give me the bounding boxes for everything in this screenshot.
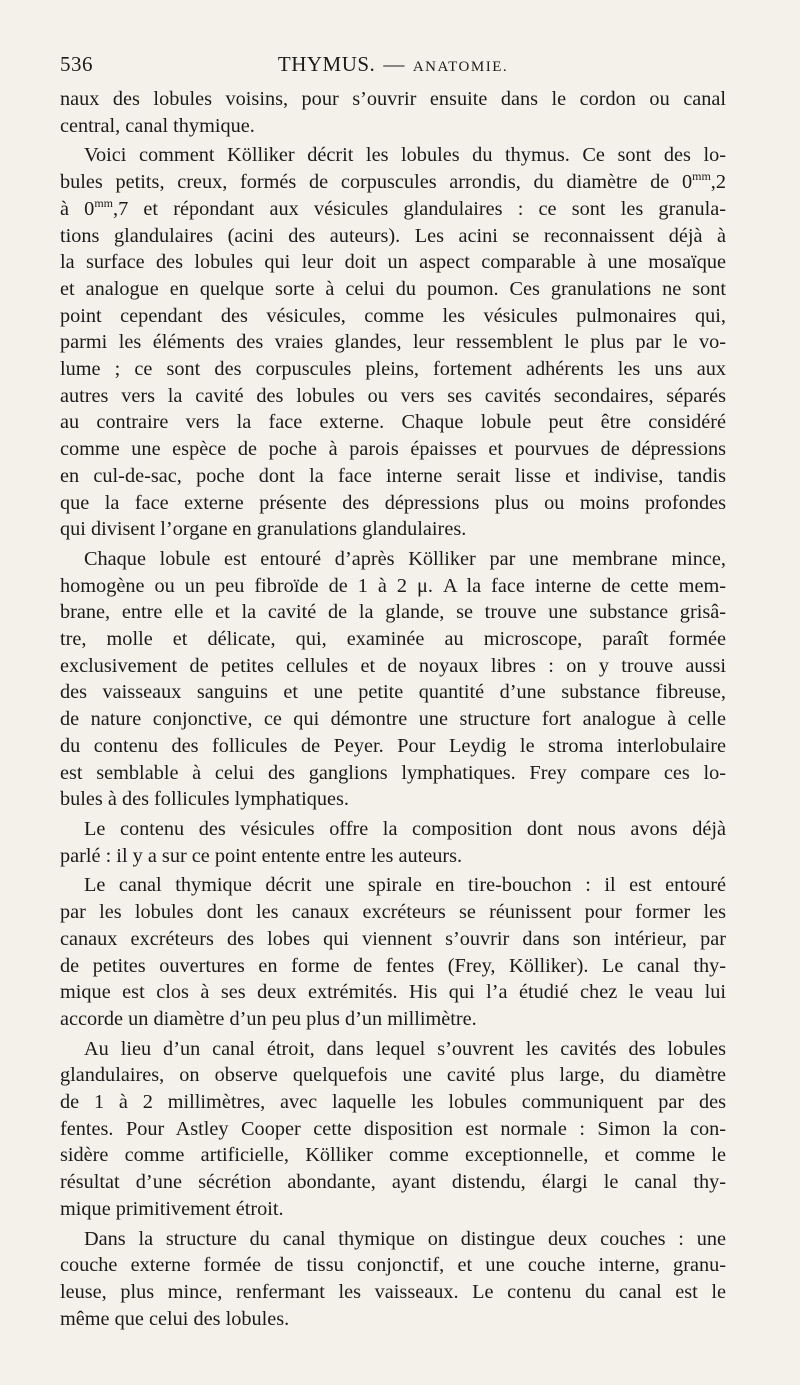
line-text: leuse, plus mince, renfermant les vaisseaux. Le contenu du canal est le	[60, 1280, 726, 1303]
line-text: par les lobules dont les canaux excréteurs se réunissent pour former les	[60, 901, 726, 924]
line-text: Voici comment Kölliker décrit les lobules du thymus. Ce sont des lo-	[84, 144, 726, 167]
text-line	[60, 816, 726, 843]
line-text: en cul-de-sac, poche dont la face interne serait lisse et indivise, tandis	[60, 464, 726, 487]
text-line	[60, 86, 726, 113]
text-line	[60, 1062, 726, 1089]
text-line	[60, 786, 726, 813]
unit-superscript: mm	[94, 196, 113, 211]
text-line	[60, 409, 726, 436]
text-line	[60, 1089, 726, 1116]
body-text	[60, 86, 726, 1332]
line-text: de petites ouvertures en forme de fentes (Frey, Kölliker). Le canal thy-	[60, 954, 726, 977]
text-line	[60, 196, 726, 223]
paragraph	[60, 86, 726, 139]
line-text: Le contenu des vésicules offre la composition dont nous avons déjà	[84, 817, 726, 840]
text-line	[60, 979, 726, 1006]
text-line	[60, 490, 726, 517]
text-line	[60, 706, 726, 733]
line-text: parmi les éléments des vraies glandes, leur ressemblent le plus par le vo-	[60, 331, 726, 354]
text-line	[60, 223, 726, 250]
text-line	[60, 733, 726, 760]
line-text: à 0	[60, 197, 95, 220]
line-text: central, canal thymique.	[60, 114, 255, 137]
text-line	[60, 436, 726, 463]
text-line	[60, 760, 726, 787]
paragraph	[60, 1226, 726, 1333]
text-line	[60, 679, 726, 706]
text-line	[60, 599, 726, 626]
header-title: THYMUS.	[277, 52, 376, 76]
text-line	[60, 113, 726, 140]
line-text: du contenu des follicules de Peyer. Pour Leydig le stroma interlobulaire	[60, 734, 726, 757]
line-text: bules petits, creux, formés de corpuscules arrondis, du diamètre de 0	[60, 171, 693, 194]
text-line	[60, 1196, 726, 1223]
text-line	[60, 463, 726, 490]
line-text: bules à des follicules lymphatiques.	[60, 788, 349, 811]
text-line	[60, 626, 726, 653]
text-line	[60, 329, 726, 356]
text-line	[60, 249, 726, 276]
text-line	[60, 1226, 726, 1253]
line-text: au contraire vers la face externe. Chaque lobule peut être considéré	[60, 411, 726, 434]
text-line	[60, 169, 726, 196]
page-number: 536	[60, 52, 93, 76]
text-line	[60, 926, 726, 953]
line-text: même que celui des lobules.	[60, 1307, 290, 1330]
text-line	[60, 303, 726, 330]
line-text: Chaque lobule est entouré d’après Kölliker par une membrane mince,	[84, 547, 726, 570]
text-line	[60, 142, 726, 169]
line-text: mique est clos à ses deux extrémités. His qui l’a étudié chez le veau lui	[60, 981, 726, 1004]
paragraph	[60, 142, 726, 543]
text-line	[60, 1116, 726, 1143]
line-text: qui divisent l’organe en granulations glandulaires.	[60, 518, 467, 541]
line-text: homogène ou un peu fibroïde de 1 à 2 μ. A la face interne de cette mem-	[60, 574, 726, 597]
text-line	[60, 356, 726, 383]
line-text: mique primitivement étroit.	[60, 1197, 284, 1220]
line-text: Au lieu d’un canal étroit, dans lequel s’ouvrent les cavités des lobules	[84, 1037, 726, 1060]
text-line	[60, 653, 726, 680]
line-text: exclusivement de petites cellules et de noyaux libres : on y trouve aussi	[60, 654, 726, 677]
text-line	[60, 1306, 726, 1333]
text-line	[60, 1142, 726, 1169]
text-line	[60, 1279, 726, 1306]
running-title	[120, 52, 666, 77]
line-text: glandulaires, on observe quelquefois une cavité plus large, du diamètre	[60, 1064, 726, 1087]
line-text: fentes. Pour Astley Cooper cette disposition est normale : Simon la con-	[60, 1117, 726, 1140]
header-dash: —	[383, 52, 405, 76]
line-text: canaux excréteurs des lobes qui viennent s’ouvrir dans son intérieur, par	[60, 927, 726, 950]
running-header	[60, 52, 726, 86]
line-text: autres vers la cavité des lobules ou vers ses cavités secondaires, séparés	[60, 384, 726, 407]
line-text: est semblable à celui des ganglions lymphatiques. Frey compare ces lo-	[60, 761, 726, 784]
paragraph	[60, 1036, 726, 1223]
text-line	[60, 1036, 726, 1063]
line-text: naux des lobules voisins, pour s’ouvrir ensuite dans le cordon ou canal	[60, 88, 726, 110]
line-text-tail: ,2	[710, 171, 726, 194]
text-line	[60, 872, 726, 899]
line-text: et analogue en quelque sorte à celui du poumon. Ces granulations ne sont	[60, 277, 726, 300]
line-text: des vaisseaux sanguins et une petite quantité d’une substance fibreuse,	[60, 681, 726, 704]
line-text: parlé : il y a sur ce point entente entre les auteurs.	[60, 844, 463, 867]
text-line	[60, 843, 726, 870]
line-text: comme une espèce de poche à parois épaisses et pourvues de dépressions	[60, 438, 726, 461]
text-line	[60, 573, 726, 600]
text-line	[60, 516, 726, 543]
text-line	[60, 1252, 726, 1279]
paragraph	[60, 872, 726, 1032]
text-line	[60, 899, 726, 926]
line-text: de nature conjonctive, ce qui démontre une structure fort analogue à celle	[60, 708, 726, 731]
line-text: la surface des lobules qui leur doit un aspect comparable à une mosaïque	[60, 251, 726, 274]
paragraph	[60, 546, 726, 813]
header-subtitle: ANATOMIE.	[412, 59, 509, 75]
line-text: résultat d’une sécrétion abondante, ayant distendu, élargi le canal thy-	[60, 1171, 726, 1194]
line-text: lume ; ce sont des corpuscules pleins, fortement adhérents les uns aux	[60, 358, 726, 381]
text-line	[60, 1169, 726, 1196]
line-text: tre, molle et délicate, qui, examinée au microscope, paraît formée	[60, 628, 726, 651]
line-text: accorde un diamètre d’un peu plus d’un millimètre.	[60, 1007, 477, 1030]
text-line	[60, 1006, 726, 1033]
line-text: point cependant des vésicules, comme les vésicules pulmonaires qui,	[60, 304, 726, 327]
text-line	[60, 276, 726, 303]
unit-superscript: mm	[692, 169, 711, 184]
line-text: sidère comme artificielle, Kölliker comme exceptionnelle, et comme le	[60, 1144, 726, 1167]
line-text: tions glandulaires (acini des auteurs). Les acini se reconnaissent déjà à	[60, 224, 726, 247]
paragraph	[60, 816, 726, 869]
line-text: que la face externe présente des dépressions plus ou moins profondes	[60, 491, 726, 514]
line-text: de 1 à 2 millimètres, avec laquelle les lobules communiquent par des	[60, 1091, 726, 1114]
line-text: Dans la structure du canal thymique on distingue deux couches : une	[84, 1227, 726, 1250]
text-line	[60, 383, 726, 410]
text-line	[60, 953, 726, 980]
line-text: brane, entre elle et la cavité de la glande, se trouve une substance grisâ-	[60, 601, 726, 624]
line-text: Le canal thymique décrit une spirale en tire-bouchon : il est entouré	[84, 874, 726, 897]
line-text-tail: ,7 et répondant aux vésicules glandulaires : ce sont les granula-	[113, 197, 726, 220]
line-text: couche externe formée de tissu conjonctif, et une couche interne, granu-	[60, 1254, 726, 1277]
text-line	[60, 546, 726, 573]
